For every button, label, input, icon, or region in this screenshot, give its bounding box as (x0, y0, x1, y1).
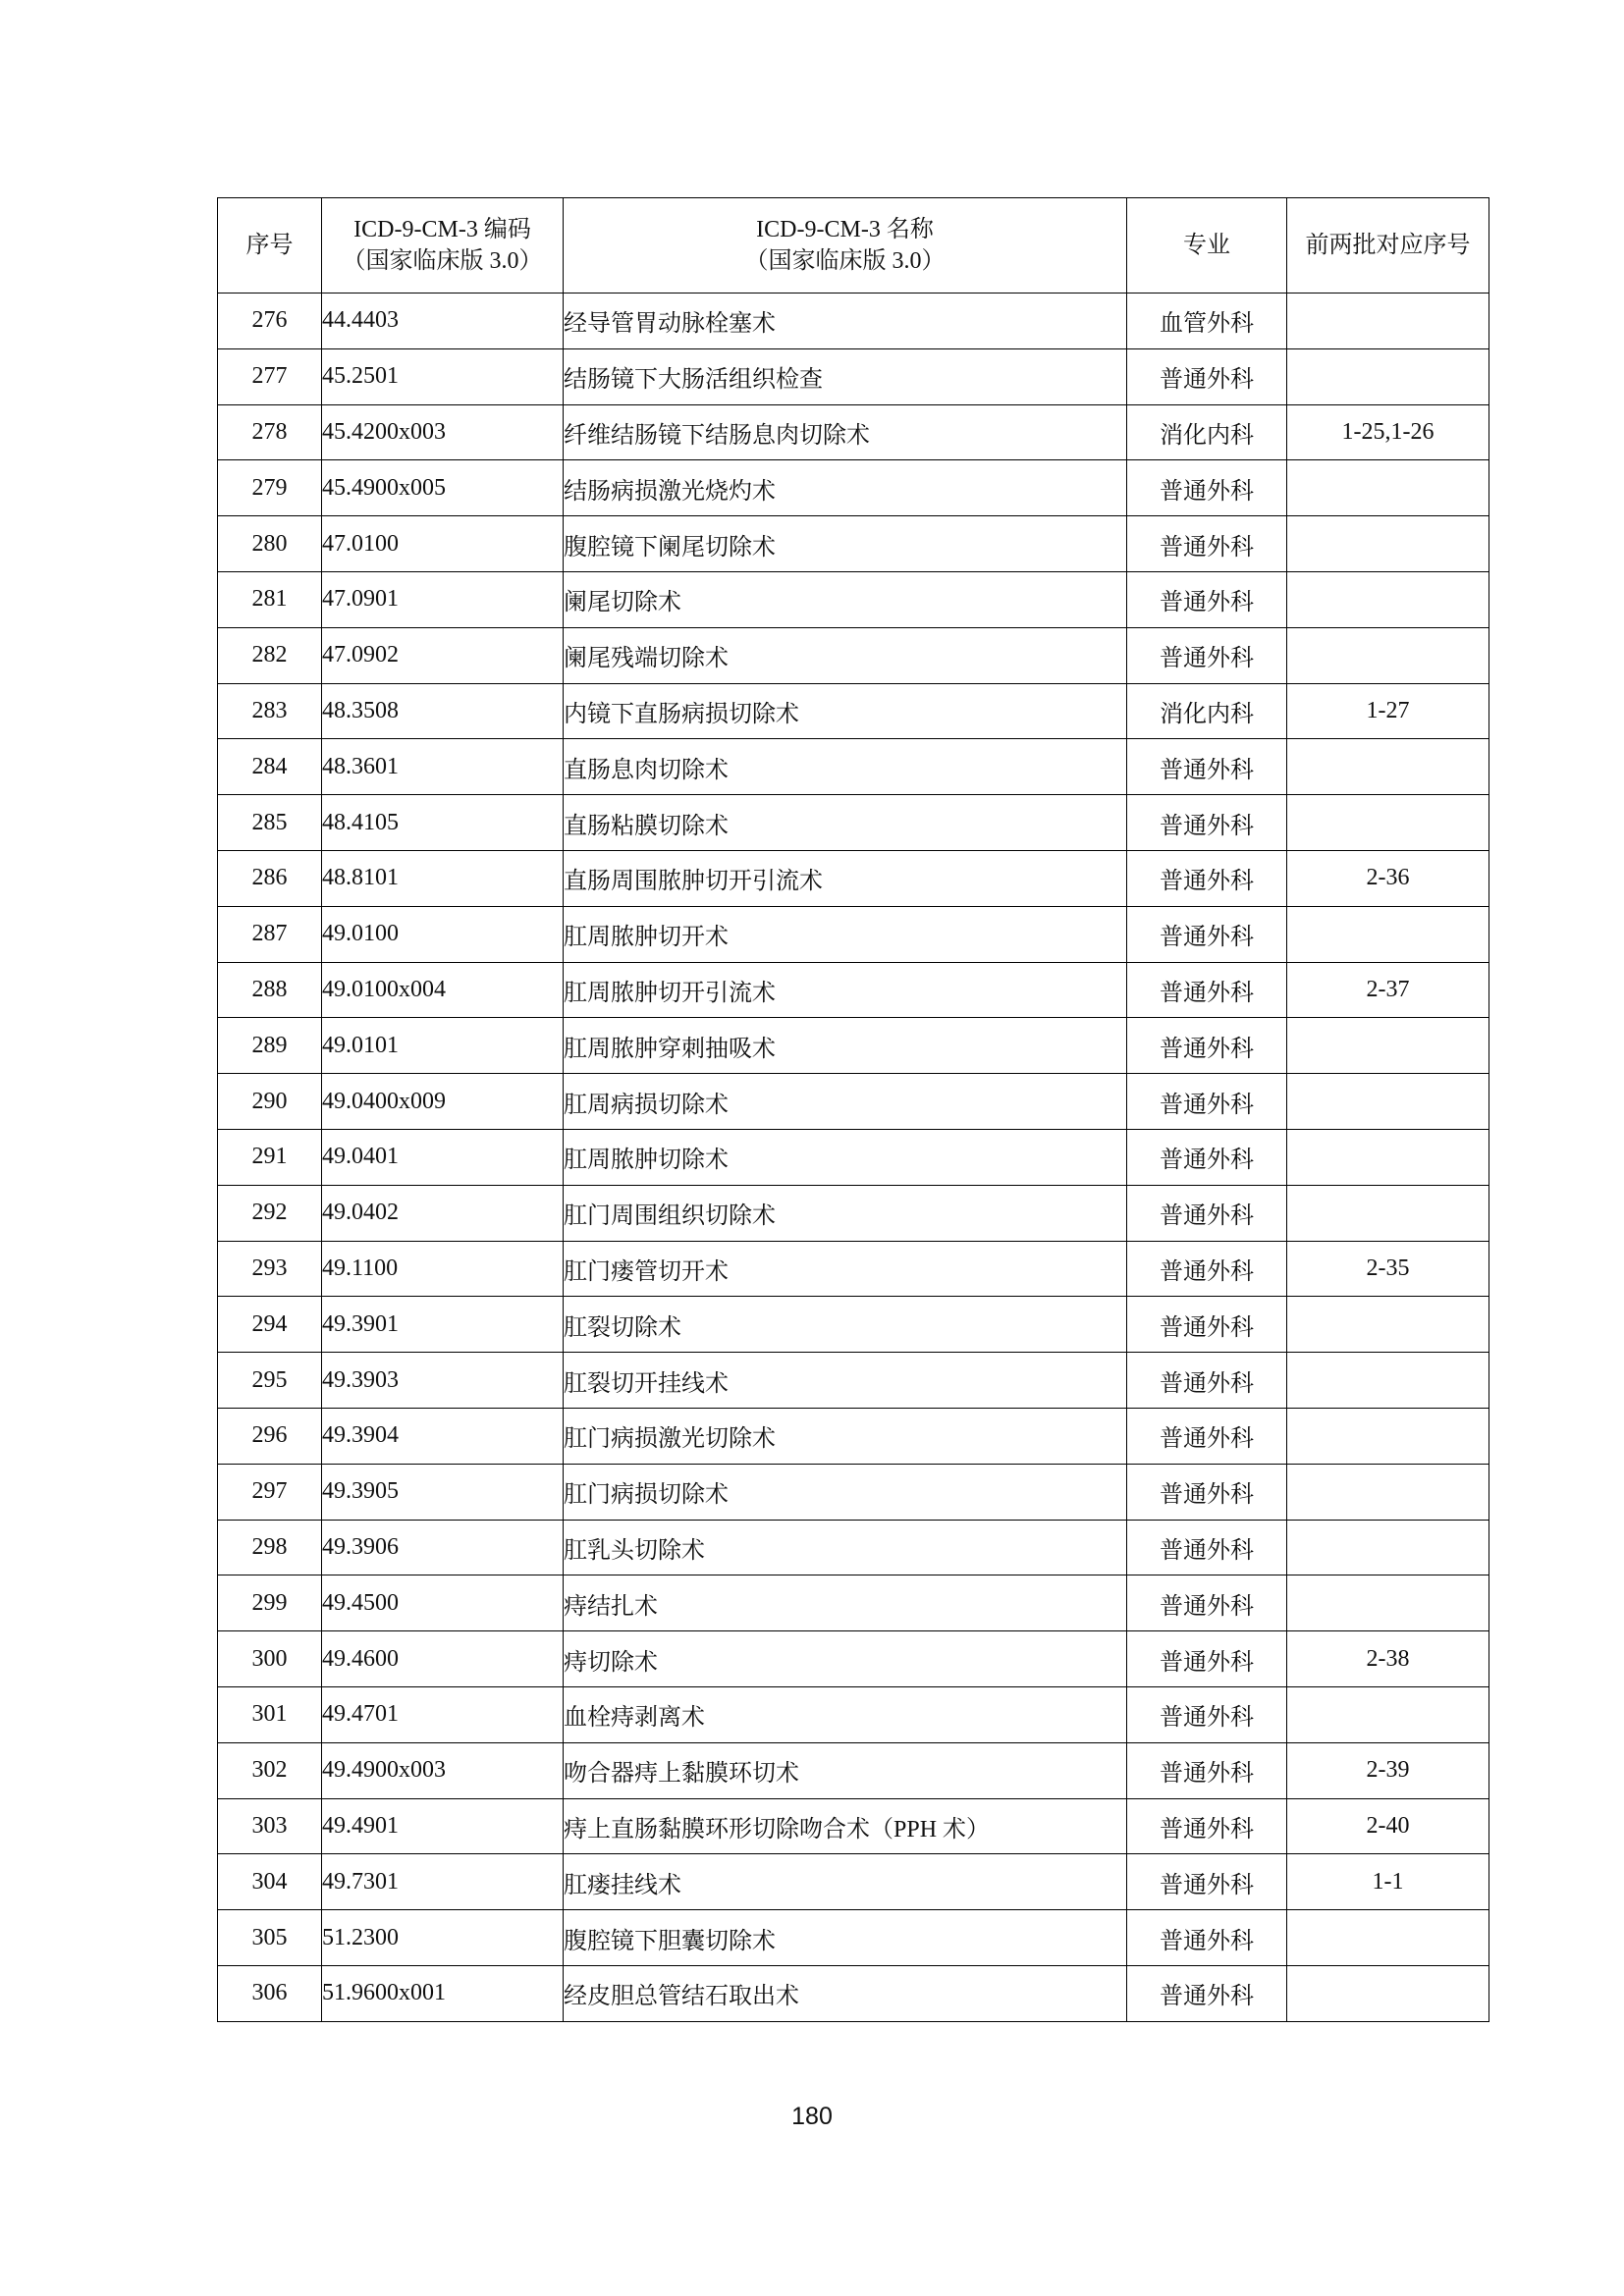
cell-name: 肛周病损切除术 (564, 1074, 1127, 1130)
cell-seq: 304 (218, 1854, 322, 1910)
cell-code: 49.0101 (322, 1018, 564, 1074)
cell-specialty: 普通外科 (1127, 1297, 1287, 1353)
cell-name: 肛瘘挂线术 (564, 1854, 1127, 1910)
cell-prev-index (1287, 795, 1489, 851)
cell-prev-index: 1-1 (1287, 1854, 1489, 1910)
table-row (218, 1686, 1489, 1742)
cell-code: 48.3508 (322, 683, 564, 739)
cell-specialty: 普通外科 (1127, 516, 1287, 572)
header-seq: 序号 (218, 198, 322, 294)
cell-seq: 288 (218, 962, 322, 1018)
table-row (218, 460, 1489, 516)
cell-seq: 295 (218, 1353, 322, 1409)
table-row (218, 1910, 1489, 1966)
cell-prev-index: 2-35 (1287, 1241, 1489, 1297)
cell-prev-index (1287, 1408, 1489, 1464)
cell-seq: 306 (218, 1965, 322, 2021)
cell-code: 49.3901 (322, 1297, 564, 1353)
cell-code: 47.0902 (322, 627, 564, 683)
cell-specialty: 普通外科 (1127, 1241, 1287, 1297)
cell-code: 49.0100 (322, 906, 564, 962)
cell-name: 肛周脓肿切除术 (564, 1129, 1127, 1185)
cell-prev-index (1287, 906, 1489, 962)
header-name-line2: （国家临床版 3.0） (744, 248, 946, 274)
table-row (218, 1575, 1489, 1631)
cell-name: 纤维结肠镜下结肠息肉切除术 (564, 404, 1127, 460)
cell-code: 47.0901 (322, 571, 564, 627)
cell-specialty: 普通外科 (1127, 1129, 1287, 1185)
cell-name: 结肠病损激光烧灼术 (564, 460, 1127, 516)
cell-seq: 289 (218, 1018, 322, 1074)
cell-seq: 302 (218, 1742, 322, 1798)
cell-specialty: 普通外科 (1127, 1910, 1287, 1966)
cell-code: 49.4600 (322, 1631, 564, 1687)
page-number: 180 (791, 2103, 833, 2130)
cell-name: 肛门病损激光切除术 (564, 1408, 1127, 1464)
cell-seq: 297 (218, 1464, 322, 1520)
cell-specialty: 消化内科 (1127, 683, 1287, 739)
cell-seq: 301 (218, 1686, 322, 1742)
table-row (218, 1408, 1489, 1464)
cell-specialty: 普通外科 (1127, 1575, 1287, 1631)
cell-seq: 283 (218, 683, 322, 739)
cell-code: 44.4403 (322, 294, 564, 349)
cell-prev-index (1287, 1129, 1489, 1185)
table-row (218, 404, 1489, 460)
cell-specialty: 普通外科 (1127, 348, 1287, 404)
cell-code: 49.3906 (322, 1520, 564, 1575)
cell-code: 49.3905 (322, 1464, 564, 1520)
cell-name: 腹腔镜下阑尾切除术 (564, 516, 1127, 572)
cell-code: 49.0402 (322, 1185, 564, 1241)
cell-seq: 296 (218, 1408, 322, 1464)
cell-code: 49.4900x003 (322, 1742, 564, 1798)
table-row (218, 1520, 1489, 1575)
cell-code: 51.9600x001 (322, 1965, 564, 2021)
table-row (218, 294, 1489, 349)
cell-name: 吻合器痔上黏膜环切术 (564, 1742, 1127, 1798)
table-row (218, 1074, 1489, 1130)
cell-prev-index (1287, 348, 1489, 404)
cell-specialty: 普通外科 (1127, 1686, 1287, 1742)
cell-name: 直肠粘膜切除术 (564, 795, 1127, 851)
cell-name: 经皮胆总管结石取出术 (564, 1965, 1127, 2021)
cell-name: 肛裂切开挂线术 (564, 1353, 1127, 1409)
table-row (218, 683, 1489, 739)
cell-code: 49.4500 (322, 1575, 564, 1631)
cell-name: 肛门病损切除术 (564, 1464, 1127, 1520)
cell-prev-index: 2-39 (1287, 1742, 1489, 1798)
cell-prev-index: 2-36 (1287, 850, 1489, 906)
cell-prev-index (1287, 1297, 1489, 1353)
header-prev-index: 前两批对应序号 (1287, 198, 1489, 294)
cell-prev-index (1287, 1353, 1489, 1409)
cell-code: 51.2300 (322, 1910, 564, 1966)
table-row (218, 795, 1489, 851)
table-row (218, 962, 1489, 1018)
cell-specialty: 普通外科 (1127, 1464, 1287, 1520)
cell-code: 47.0100 (322, 516, 564, 572)
cell-prev-index (1287, 1910, 1489, 1966)
cell-specialty: 普通外科 (1127, 571, 1287, 627)
cell-name: 经导管胃动脉栓塞术 (564, 294, 1127, 349)
cell-specialty: 普通外科 (1127, 906, 1287, 962)
cell-name: 肛乳头切除术 (564, 1520, 1127, 1575)
cell-specialty: 普通外科 (1127, 850, 1287, 906)
cell-code: 49.0400x009 (322, 1074, 564, 1130)
cell-code: 49.1100 (322, 1241, 564, 1297)
table-row (218, 1464, 1489, 1520)
table-row (218, 1965, 1489, 2021)
cell-seq: 281 (218, 571, 322, 627)
cell-seq: 286 (218, 850, 322, 906)
icd-procedure-table (217, 197, 1489, 2022)
table-row (218, 1129, 1489, 1185)
cell-prev-index (1287, 1686, 1489, 1742)
cell-seq: 279 (218, 460, 322, 516)
cell-specialty: 消化内科 (1127, 404, 1287, 460)
cell-specialty: 血管外科 (1127, 294, 1287, 349)
table-header (218, 198, 1489, 294)
cell-name: 肛门瘘管切开术 (564, 1241, 1127, 1297)
table-row (218, 1742, 1489, 1798)
cell-specialty: 普通外科 (1127, 460, 1287, 516)
cell-specialty: 普通外科 (1127, 962, 1287, 1018)
cell-code: 45.4900x005 (322, 460, 564, 516)
cell-name: 阑尾残端切除术 (564, 627, 1127, 683)
cell-seq: 291 (218, 1129, 322, 1185)
cell-seq: 292 (218, 1185, 322, 1241)
cell-code: 45.4200x003 (322, 404, 564, 460)
cell-specialty: 普通外科 (1127, 1854, 1287, 1910)
cell-specialty: 普通外科 (1127, 1520, 1287, 1575)
cell-seq: 280 (218, 516, 322, 572)
cell-prev-index (1287, 739, 1489, 795)
cell-name: 痔切除术 (564, 1631, 1127, 1687)
cell-code: 49.4901 (322, 1798, 564, 1854)
cell-seq: 303 (218, 1798, 322, 1854)
cell-name: 痔结扎术 (564, 1575, 1127, 1631)
cell-code: 48.3601 (322, 739, 564, 795)
cell-prev-index (1287, 571, 1489, 627)
cell-prev-index (1287, 460, 1489, 516)
table-row (218, 906, 1489, 962)
cell-specialty: 普通外科 (1127, 1742, 1287, 1798)
cell-prev-index (1287, 1185, 1489, 1241)
cell-prev-index (1287, 1520, 1489, 1575)
cell-specialty: 普通外科 (1127, 1185, 1287, 1241)
cell-seq: 293 (218, 1241, 322, 1297)
table-row (218, 571, 1489, 627)
cell-name: 直肠周围脓肿切开引流术 (564, 850, 1127, 906)
cell-seq: 282 (218, 627, 322, 683)
cell-prev-index: 1-25,1-26 (1287, 404, 1489, 460)
cell-code: 49.3903 (322, 1353, 564, 1409)
cell-seq: 290 (218, 1074, 322, 1130)
cell-specialty: 普通外科 (1127, 627, 1287, 683)
cell-seq: 287 (218, 906, 322, 962)
header-code-line2: （国家临床版 3.0） (342, 248, 543, 274)
table-row (218, 1631, 1489, 1687)
cell-prev-index (1287, 627, 1489, 683)
header-code (322, 198, 564, 294)
cell-code: 49.0401 (322, 1129, 564, 1185)
cell-prev-index: 1-27 (1287, 683, 1489, 739)
table-row (218, 1353, 1489, 1409)
table-row (218, 1018, 1489, 1074)
header-row (218, 198, 1489, 294)
table-row (218, 850, 1489, 906)
cell-name: 腹腔镜下胆囊切除术 (564, 1910, 1127, 1966)
cell-seq: 285 (218, 795, 322, 851)
table-row (218, 627, 1489, 683)
cell-seq: 277 (218, 348, 322, 404)
table-body (218, 294, 1489, 2022)
cell-prev-index (1287, 1074, 1489, 1130)
cell-code: 49.4701 (322, 1686, 564, 1742)
cell-name: 血栓痔剥离术 (564, 1686, 1127, 1742)
cell-prev-index: 2-37 (1287, 962, 1489, 1018)
cell-prev-index (1287, 1018, 1489, 1074)
header-specialty: 专业 (1127, 198, 1287, 294)
cell-code: 49.3904 (322, 1408, 564, 1464)
table-row (218, 1854, 1489, 1910)
table-row (218, 1241, 1489, 1297)
cell-seq: 298 (218, 1520, 322, 1575)
cell-prev-index: 2-40 (1287, 1798, 1489, 1854)
cell-prev-index (1287, 1464, 1489, 1520)
cell-prev-index (1287, 294, 1489, 349)
cell-code: 48.8101 (322, 850, 564, 906)
cell-prev-index (1287, 516, 1489, 572)
header-name (564, 198, 1127, 294)
cell-code: 45.2501 (322, 348, 564, 404)
cell-name: 阑尾切除术 (564, 571, 1127, 627)
cell-name: 肛周脓肿切开术 (564, 906, 1127, 962)
cell-name: 直肠息肉切除术 (564, 739, 1127, 795)
cell-specialty: 普通外科 (1127, 795, 1287, 851)
header-name-line1: ICD-9-CM-3 名称 (756, 217, 934, 242)
cell-prev-index (1287, 1965, 1489, 2021)
cell-name: 结肠镜下大肠活组织检查 (564, 348, 1127, 404)
cell-name: 肛周脓肿穿刺抽吸术 (564, 1018, 1127, 1074)
cell-name: 肛门周围组织切除术 (564, 1185, 1127, 1241)
cell-seq: 305 (218, 1910, 322, 1966)
cell-specialty: 普通外科 (1127, 1353, 1287, 1409)
cell-specialty: 普通外科 (1127, 1965, 1287, 2021)
table-row (218, 739, 1489, 795)
cell-seq: 299 (218, 1575, 322, 1631)
cell-seq: 294 (218, 1297, 322, 1353)
cell-seq: 278 (218, 404, 322, 460)
table-row (218, 1185, 1489, 1241)
cell-specialty: 普通外科 (1127, 1018, 1287, 1074)
cell-prev-index (1287, 1575, 1489, 1631)
cell-specialty: 普通外科 (1127, 1631, 1287, 1687)
cell-prev-index: 2-38 (1287, 1631, 1489, 1687)
cell-specialty: 普通外科 (1127, 1798, 1287, 1854)
cell-name: 痔上直肠黏膜环形切除吻合术（PPH 术） (564, 1798, 1127, 1854)
table-row (218, 1798, 1489, 1854)
cell-seq: 284 (218, 739, 322, 795)
cell-specialty: 普通外科 (1127, 739, 1287, 795)
cell-code: 48.4105 (322, 795, 564, 851)
cell-name: 肛周脓肿切开引流术 (564, 962, 1127, 1018)
cell-code: 49.0100x004 (322, 962, 564, 1018)
header-code-line1: ICD-9-CM-3 编码 (353, 217, 531, 242)
cell-name: 肛裂切除术 (564, 1297, 1127, 1353)
cell-name: 内镜下直肠病损切除术 (564, 683, 1127, 739)
table-row (218, 348, 1489, 404)
cell-specialty: 普通外科 (1127, 1074, 1287, 1130)
table-row (218, 516, 1489, 572)
cell-code: 49.7301 (322, 1854, 564, 1910)
cell-seq: 300 (218, 1631, 322, 1687)
cell-seq: 276 (218, 294, 322, 349)
cell-specialty: 普通外科 (1127, 1408, 1287, 1464)
table-row (218, 1297, 1489, 1353)
